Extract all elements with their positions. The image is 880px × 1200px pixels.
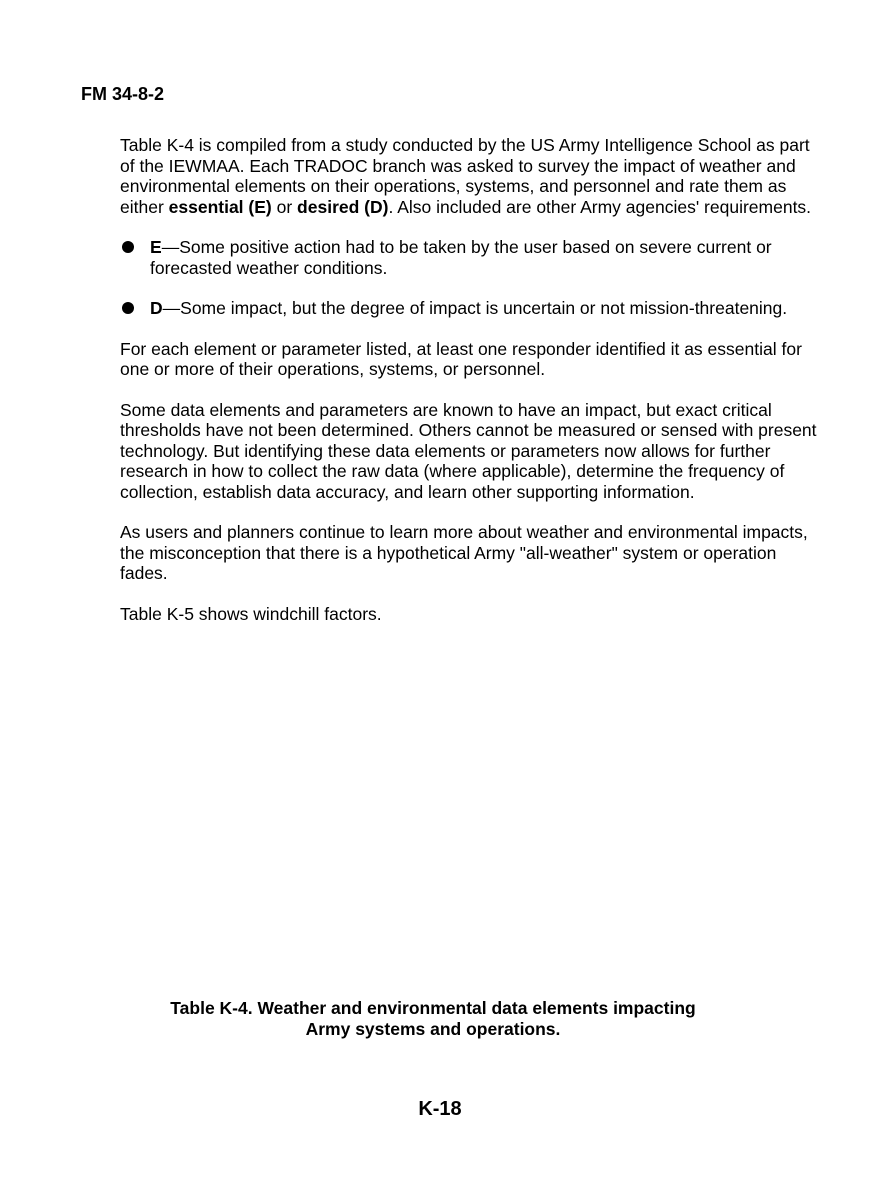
body-text	[120, 135, 820, 644]
paragraph-responders: For each element or parameter listed, at least one responder identified it as essential for one or more of their operations, systems, or personnel.	[120, 338, 802, 379]
bullet-key: D	[150, 298, 163, 318]
table-caption	[0, 998, 866, 1040]
list-item-desired	[120, 298, 820, 319]
intro-text-after: . Also included are other Army agencies' requirements.	[388, 196, 812, 217]
bullet-icon	[122, 302, 134, 314]
intro-paragraph	[120, 135, 820, 217]
intro-text-before: Table K-4 is compiled from a study conducted by the US Army Intelligence School as part of the IEWMAA. Each TRADOC branch was asked to survey the impact of weather and environmental elements on their operations, systems, and personnel and rate them as either	[120, 135, 810, 217]
intro-text-or: or	[271, 196, 298, 217]
paragraph-windchill-reference: Table K-5 shows windchill factors.	[120, 603, 382, 624]
bullet-icon	[122, 241, 134, 253]
list-item-essential	[120, 237, 820, 278]
term-desired: desired (D)	[297, 196, 389, 217]
term-essential: essential (E)	[168, 196, 272, 217]
paragraph-all-weather: As users and planners continue to learn more about weather and environmental impacts, the misconception that there is a hypothetical Army "all-weather" system or operation fades.	[120, 522, 808, 583]
bullet-key: E	[150, 237, 162, 257]
rating-definitions-list	[120, 237, 820, 319]
bullet-text: Some impact, but the degree of impact is uncertain or not mission-threatening.	[180, 298, 788, 318]
bullet-text: Some positive action had to be taken by the user based on severe current or forecasted weather conditions.	[150, 237, 772, 278]
manual-id-header: FM 34-8-2	[81, 84, 165, 104]
bullet-dash: —	[161, 237, 180, 257]
table-caption-line-1: Table K-4. Weather and environmental data elements impacting	[170, 998, 696, 1018]
paragraph-thresholds: Some data elements and parameters are known to have an impact, but exact critical thresholds have not been determined. Others cannot be measured or sensed with present technology. But identifying these data elements or parameters now allows for further research in how to collect the raw data (where applicable), determine the frequency of collection, establish data accuracy, and learn other supporting information.	[120, 399, 817, 502]
bullet-dash: —	[162, 298, 181, 318]
page-number: K-18	[418, 1098, 462, 1120]
table-caption-line-2: Army systems and operations.	[305, 1019, 561, 1039]
